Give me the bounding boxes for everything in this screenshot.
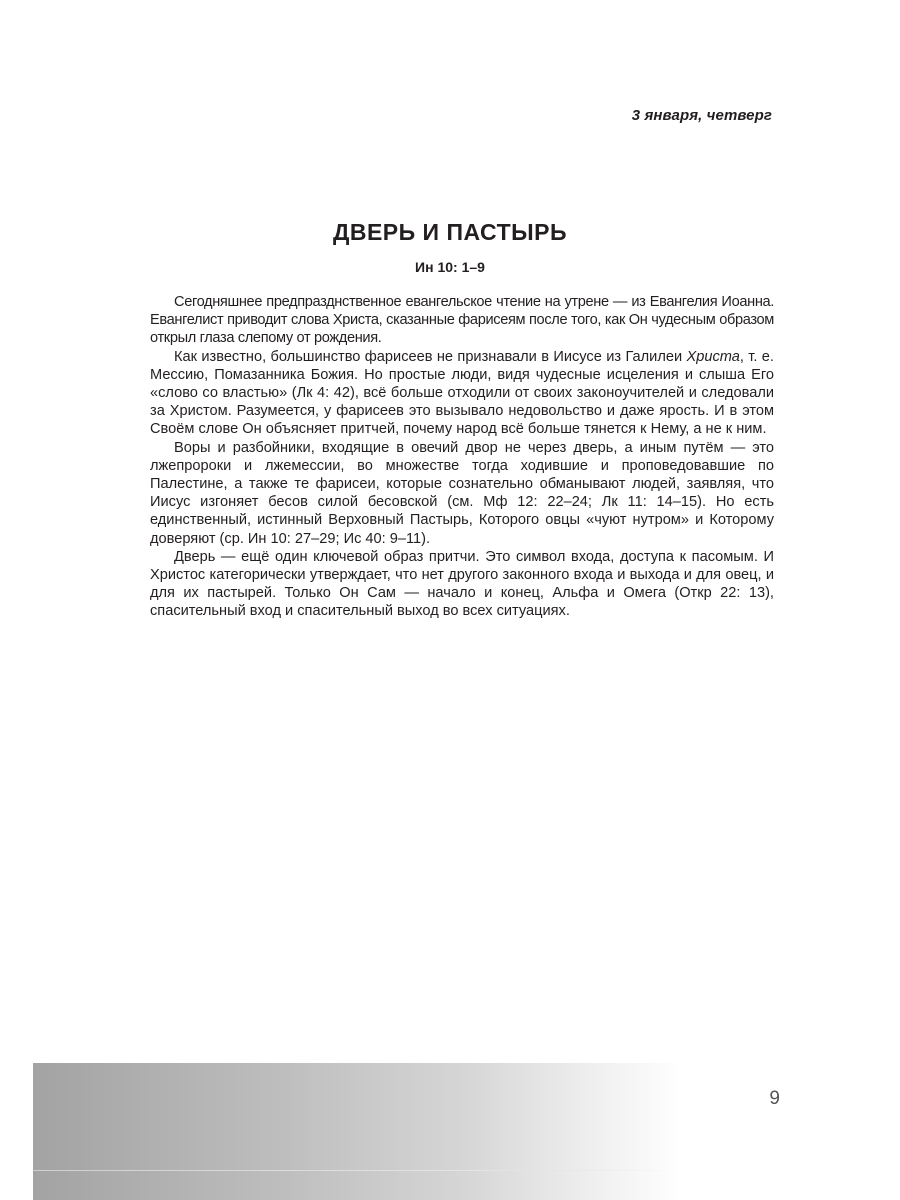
paragraph-2-emphasis: Христа: [686, 348, 740, 365]
paragraph-3: Воры и разбойники, входящие в овечий двор не через дверь, а иным путём — это лжепророки и лжемессии, во множестве тогда ходившие и проповедовавшие по Палестине, а также те фарисеи, которые сознательно обманывают людей, заявляя, что Иисус изгоняет бесов силой бесовской (см. Мф 12: 22–24; Лк 11: 14–15). Но есть единственный, истинный Верховный Пастырь, Которого овцы «чуют нутром» и Которому доверяют (ср. Ин 10: 27–29; Ис 40: 9–11).: [150, 439, 774, 547]
paragraph-4: Дверь — ещё один ключевой образ притчи. Это символ входа, доступа к пасомым. И Христос категорически утверждает, что нет другого законного входа и выхода и для овец, и для их пастырей. Только Он Сам — начало и конец, Альфа и Омега (Откр 22: 13), спасительный вход и спасительный выход во всех ситуациях.: [150, 548, 774, 620]
article-title: ДВЕРЬ И ПАСТЫРЬ: [332, 219, 568, 245]
page-date-header: 3 января, четверг: [631, 107, 772, 124]
paragraph-2-end: , т. е. Мессию, Помазанника Божия. Но простые люди, видя чудесные исцеления и слыша Его «слово со властью» (Лк 4: 42), всё больше отходили от своих законоучителей и следовали за Христом. Разумеется, у фарисеев это вызывало недовольство и даже ярость. И в этом Своём слове Он объясняет притчей, почему народ всё больше тянется к Нему, а не к ним.: [150, 348, 774, 438]
paragraph-2: [150, 348, 774, 439]
page-number: 9: [769, 1088, 780, 1109]
footer-gradient-band: [33, 1063, 900, 1200]
paragraph-1: Сегодняшнее предпразднственное евангельское чтение на утрене — из Евангелия Иоанна. Евангелист приводит слова Христа, сказанные фарисеям после того, как Он чудесным образом открыл глаза слепому от рождения.: [150, 294, 774, 347]
footer-divider: [33, 1170, 900, 1171]
paragraph-2-start: Как известно, большинство фарисеев не признавали в Иисусе из Галилеи: [174, 348, 687, 365]
scripture-reference: Ин 10: 1–9: [415, 259, 485, 275]
article-body: [150, 293, 774, 621]
